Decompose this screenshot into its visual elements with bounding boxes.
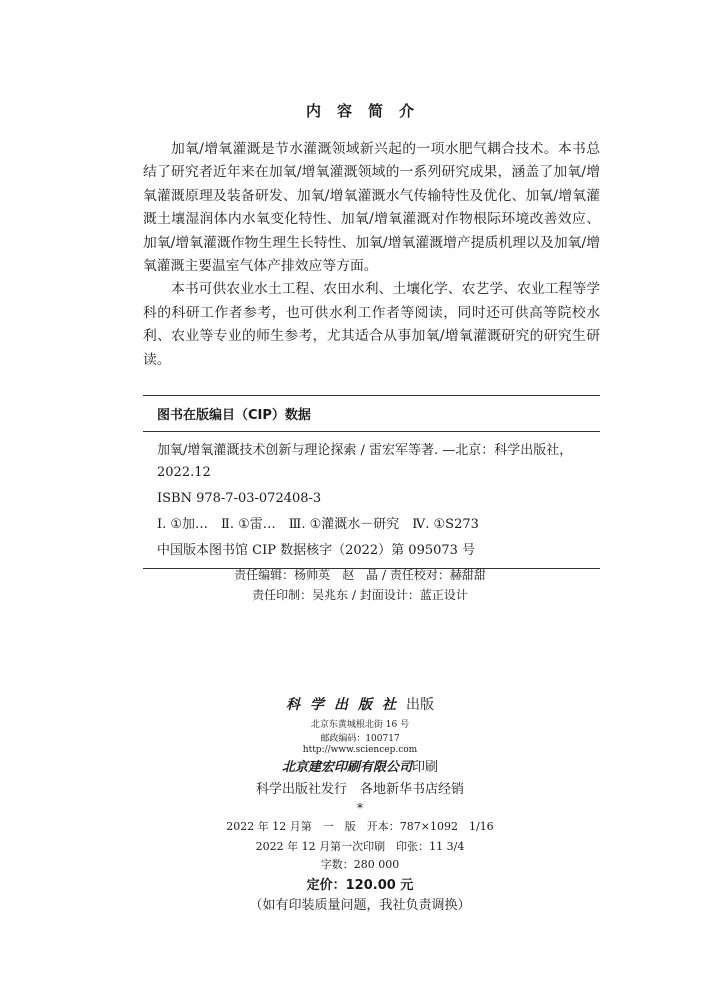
summary-title: 内容简介 [305, 102, 430, 120]
edition-line-1: 2022 年 12 月第 一 版 开本：787×1092 1/16 [226, 820, 494, 833]
cip-isbn: ISBN 978-7-03-072408-3 [157, 491, 322, 506]
separator-star: * [357, 801, 363, 815]
publisher-line [0, 694, 720, 714]
edition-line-2: 2022 年 12 月第一次印刷 印张：11 3/4 [255, 840, 465, 853]
quality-notice: （如有印装质量问题，我社负责调换） [249, 898, 471, 913]
staff-production: 责任印制：吴兆东 / 封面设计：蓝正设计 [252, 588, 468, 602]
publisher-url: http://www.sciencep.com [302, 745, 418, 755]
distribution-line: 科学出版社发行 各地新华书店经销 [255, 782, 464, 797]
printer-logo: 北京建宏印刷有限公司 [281, 760, 412, 775]
summary-paragraph-2: 本书可供农业水土工程、农田水利、土壤化学、农艺学、农业工程等学科的科研工作者参考，也可供水利工作者等阅读，同时还可供高等院校水利、农业等专业的师生参考，尤其适合从事加氧/增氧灌溉研究的研究生研读。 [143, 281, 600, 368]
printer-suffix: 印刷 [412, 760, 439, 775]
publisher-address: 北京东黄城根北街 16 号 [310, 720, 410, 730]
summary-body [143, 138, 600, 372]
cip-number: 中国版本图书馆 CIP 数据核字（2022）第 095073 号 [157, 543, 476, 558]
publisher-suffix: 出版 [406, 697, 434, 713]
cip-heading: 图书在版编目（CIP）数据 [143, 404, 600, 432]
publisher-logo: 科学出版社 [286, 697, 406, 713]
summary-paragraph-1: 加氧/增氧灌溉是节水灌溉领域新兴起的一项水肥气耦合技术。本书总结了研究者近年来在加氧/增氧灌溉领域的一系列研究成果，涵盖了加氧/增氧灌溉原理及装备研发、加氧/增氧灌溉水气传输特性及优化、加氧/增氧灌溉土壤湿润体内水氧变化特性、加氧/增氧灌溉对作物根际环境改善效应、加氧/增氧灌溉作物生理生长特性、加氧/增氧灌溉增产提质机理以及加氧/增氧灌溉主要温室气体产排效应等方面。 [143, 141, 600, 275]
cip-entry: 加氧/增氧灌溉技术创新与理论探索 / 雷宏军等著. —北京：科学出版社，2022.12 [157, 443, 573, 480]
printer-line [0, 756, 720, 775]
staff-editors: 责任编辑：杨帅英 赵 晶 / 责任校对：赫甜甜 [234, 568, 486, 582]
price: 定价：120.00 元 [306, 878, 414, 893]
cip-classification: Ⅰ. ①加… Ⅱ. ①雷… Ⅲ. ①灌溉水－研究 Ⅳ. ①S273 [157, 517, 479, 532]
publisher-postcode: 邮政编码：100717 [320, 734, 400, 744]
word-count: 字数：280 000 [320, 858, 400, 871]
cip-block [143, 395, 600, 569]
